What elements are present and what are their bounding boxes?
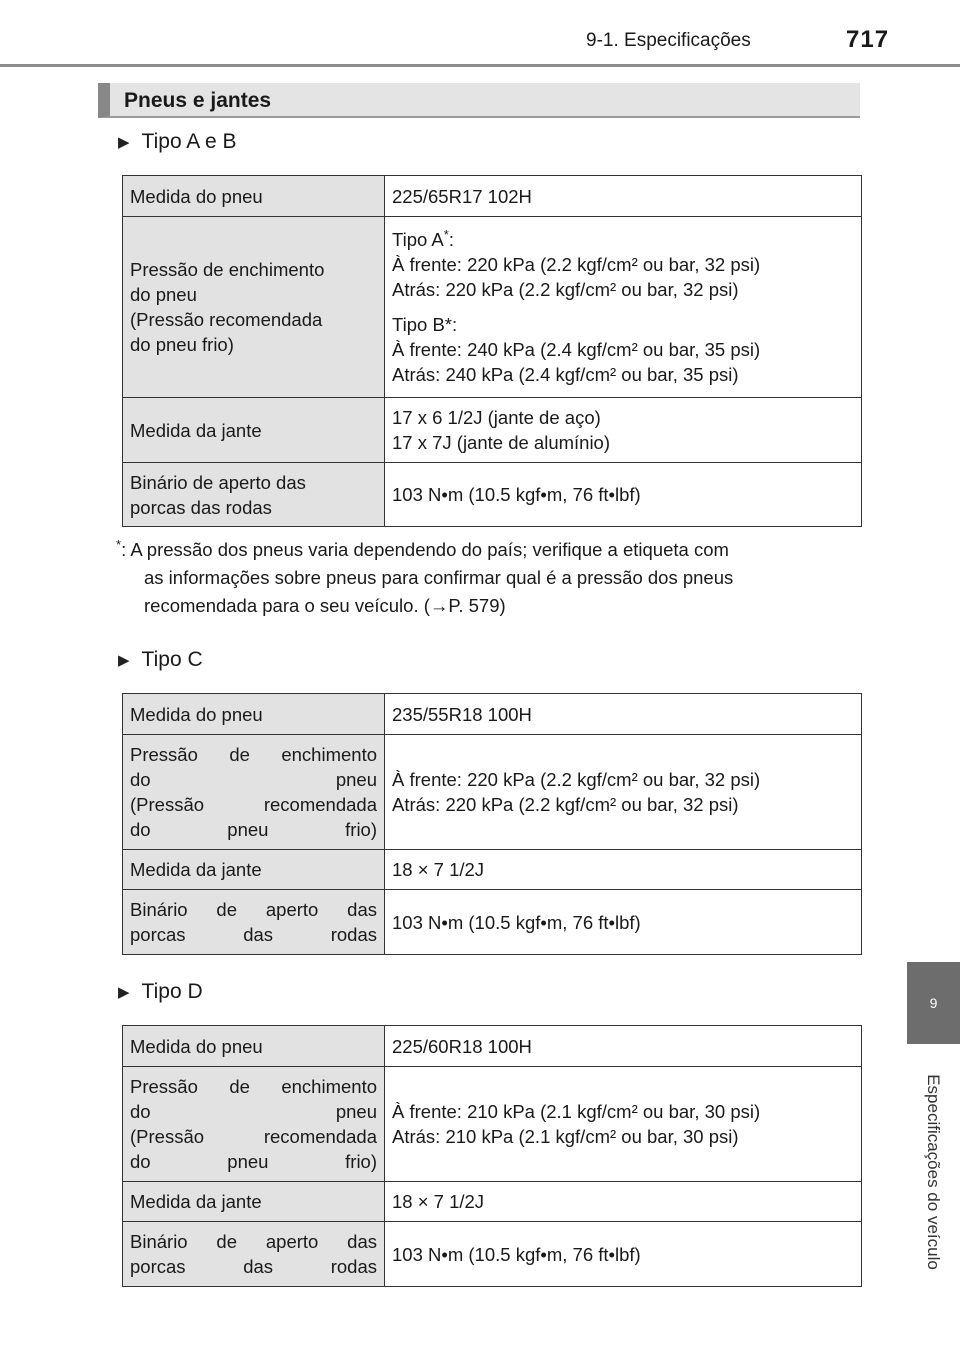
row-value: 225/60R18 100H xyxy=(385,1026,862,1067)
triangle-right-icon: ▶ xyxy=(118,134,130,151)
type-a-title: Tipo A xyxy=(392,229,444,250)
header-divider xyxy=(0,64,960,67)
table-row xyxy=(123,1182,862,1222)
page-reference-link[interactable]: P. 579) xyxy=(448,595,506,616)
type-b-title: Tipo B*: xyxy=(392,314,458,335)
row-label: Pressão de enchimento do pneu (Pressão recomendada do pneu frio) xyxy=(123,217,385,398)
section-title: Pneus e jantes xyxy=(124,89,272,112)
row-label: Medida da jante xyxy=(123,850,385,890)
row-label: Binário de aperto das porcas das rodas xyxy=(123,890,385,955)
row-value: À frente: 220 kPa (2.2 kgf/cm² ou bar, 32 psi) Atrás: 220 kPa (2.2 kgf/cm² ou bar, 32 psi) xyxy=(385,735,862,850)
asterisk-mark: * xyxy=(443,226,449,242)
row-label: Medida do pneu xyxy=(123,694,385,735)
row-value: 225/65R17 102H xyxy=(385,176,862,217)
row-label: Medida da jante xyxy=(123,398,385,463)
row-value: À frente: 210 kPa (2.1 kgf/cm² ou bar, 30 psi) Atrás: 210 kPa (2.1 kgf/cm² ou bar, 30 psi) xyxy=(385,1067,862,1182)
row-label: Pressão de enchimento do pneu (Pressão recomendada do pneu frio) xyxy=(123,1067,385,1182)
row-label: Medida do pneu xyxy=(123,176,385,217)
type-heading-label: Tipo C xyxy=(141,648,203,671)
table-row xyxy=(123,850,862,890)
row-value: 103 N•m (10.5 kgf•m, 76 ft•lbf) xyxy=(385,890,862,955)
type-heading-c xyxy=(118,648,203,672)
spec-table-a-b xyxy=(122,175,862,527)
asterisk-mark: * xyxy=(116,536,122,552)
type-heading-label: Tipo A e B xyxy=(141,130,237,153)
type-heading-a-b xyxy=(118,130,237,154)
footnote: *: A pressão dos pneus varia dependendo do país; verifique a etiqueta com as informações sobre pneus para confirmar qual é a pressão dos pneus recomendada para o seu veículo. (→P. 579) xyxy=(116,536,734,616)
row-value: 103 N•m (10.5 kgf•m, 76 ft•lbf) xyxy=(385,1222,862,1287)
row-label: Binário de aperto das porcas das rodas xyxy=(123,463,385,527)
row-label: Pressão de enchimento do pneu (Pressão recomendada do pneu frio) xyxy=(123,735,385,850)
row-label: Medida do pneu xyxy=(123,1026,385,1067)
table-row xyxy=(123,1067,862,1182)
page-number: 717 xyxy=(846,26,890,53)
table-row xyxy=(123,1222,862,1287)
table-row xyxy=(123,1026,862,1067)
table-row xyxy=(123,398,862,463)
chapter-tab-label: Especificações do veículo xyxy=(924,1074,943,1270)
table-row xyxy=(123,176,862,217)
row-value: 17 x 6 1/2J (jante de aço) 17 x 7J (jante de alumínio) xyxy=(385,398,862,463)
row-value: 18 × 7 1/2J xyxy=(385,1182,862,1222)
spec-table-d xyxy=(122,1025,862,1287)
row-label: Binário de aperto das porcas das rodas xyxy=(123,1222,385,1287)
section-title-bar xyxy=(98,83,860,118)
arrow-right-icon: → xyxy=(429,595,449,616)
type-heading-d xyxy=(118,980,203,1004)
row-value: 235/55R18 100H xyxy=(385,694,862,735)
triangle-right-icon: ▶ xyxy=(118,984,130,1001)
running-header-section: 9-1. Especificações xyxy=(586,30,751,51)
table-row xyxy=(123,735,862,850)
table-row xyxy=(123,217,862,398)
row-value: 103 N•m (10.5 kgf•m, 76 ft•lbf) xyxy=(385,463,862,527)
row-value: Tipo A*: À frente: 220 kPa (2.2 kgf/cm² ou bar, 32 psi) Atrás: 220 kPa (2.2 kgf/cm² ou bar, 32 psi) Tipo B*: À frente: 240 kPa (2.4 kgf/cm² ou bar, 35 psi) Atrás: 240 kPa (2.4 kgf/cm² ou bar, 35 psi) xyxy=(385,217,862,398)
triangle-right-icon: ▶ xyxy=(118,652,130,669)
row-value: 18 × 7 1/2J xyxy=(385,850,862,890)
chapter-tab: 9 xyxy=(907,962,960,1044)
table-row xyxy=(123,694,862,735)
row-label: Medida da jante xyxy=(123,1182,385,1222)
type-heading-label: Tipo D xyxy=(141,980,203,1003)
spec-table-c xyxy=(122,693,862,955)
table-row xyxy=(123,463,862,527)
table-row xyxy=(123,890,862,955)
